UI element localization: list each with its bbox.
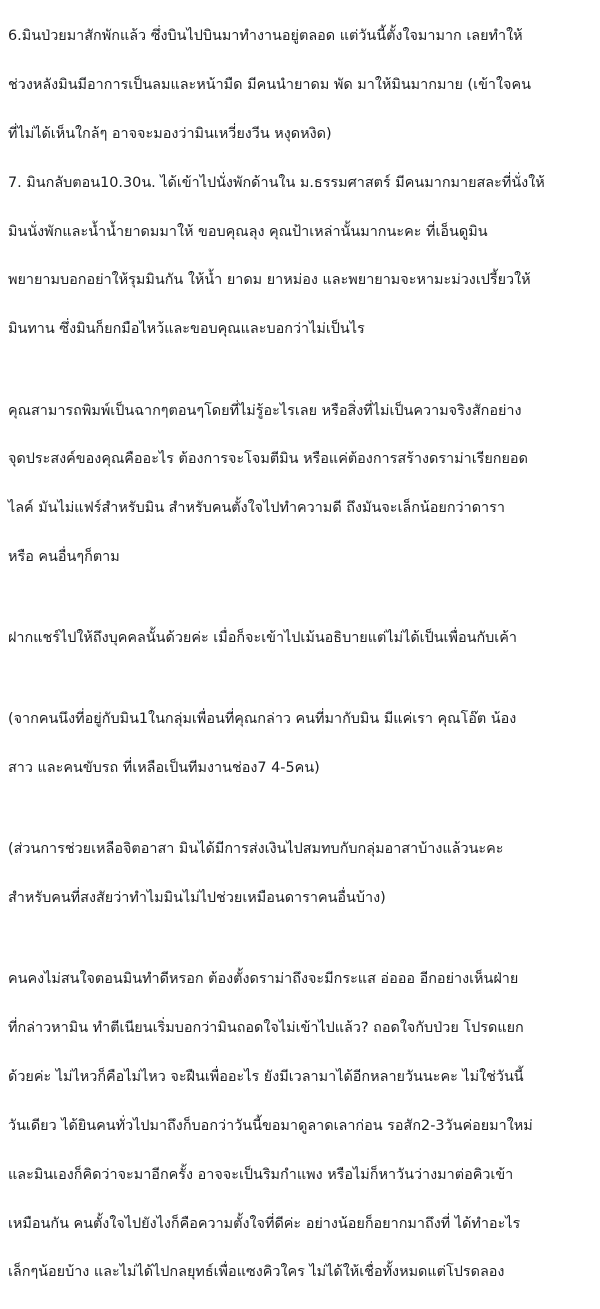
text-line: หรือ คนอื่นๆก็ตาม [8, 548, 120, 565]
text-line: (จากคนนึงที่อยู่กับมิน1ในกลุ่มเพื่อนที่คุณกล่าว คนที่มากับมิน มีแค่เรา คุณโอ๊ต น้อง [8, 711, 517, 728]
post-paragraph [8, 683, 600, 805]
text-line: ฝากแชร์ไปให้ถึงบุคคลนั้นด้วยค่ะ เมื่อก็จะเข้าไปเม้นอธิบายแต่ไม่ได้เป็นเพื่อนกับเค้า [8, 630, 517, 647]
text-line: วันเดียว ได้ยินคนทั่วไปมาถึงก็บอกว่าวันนี้ขอมาดูลาดเลาก่อน รอสัก2-3วันค่อยมาใหม่ [8, 1117, 533, 1134]
text-line: คนคงไม่สนใจตอนมินทำดีหรอก ต้องตั้งดราม่าถึงจะมีกระแส อ่อออ อีกอย่างเห็นฝ่าย [8, 971, 519, 988]
post-paragraph [8, 813, 600, 935]
text-line: 6.มินป่วยมาสักพักแล้ว ซึ่งบินไปบินมาทำงานอยู่ตลอด แต่วันนี้ตั้งใจมามาก เลยทำให้ [8, 28, 523, 45]
text-line: สาว และคนขับรถ ที่เหลือเป็นทีมงานช่อง7 4-5คน) [8, 760, 320, 777]
text-line: ช่วงหลังมินมีอาการเป็นลมและหน้ามืด มีคนนำยาดม พัด มาให้มินมากมาย (เข้าใจคน [8, 77, 531, 94]
text-line: มินทาน ซึ่งมินก็ยกมือไหว้และขอบคุณและบอกว่าไม่เป็นไร [8, 321, 365, 338]
text-line: จุดประสงค์ของคุณคืออะไร ต้องการจะโจมตีมิน หรือแค่ต้องการสร้างดราม่าเรียกยอด [8, 451, 528, 468]
text-line: 7. มินกลับตอน10.30น. ได้เข้าไปนั่งพักด้านใน ม.ธรรมศาสตร์ มีคนมากมายสละที่นั่งให้ [8, 174, 545, 191]
text-line: คุณสามารถพิมพ์เป็นฉากๆตอนๆโดยที่ไม่รู้อะไรเลย หรือสิ่งที่ไม่เป็นความจริงสักอย่าง [8, 402, 522, 419]
text-line: ด้วยค่ะ ไม่ไหวก็คือไม่ไหว จะฝืนเพื่ออะไร ยังมีเวลามาได้อีกหลายวันนะคะ ไม่ใช่วันนี้ [8, 1069, 524, 1086]
text-line: (ส่วนการช่วยเหลือจิตอาสา มินได้มีการส่งเงินไปสมทบกับกลุ่มอาสาบ้างแล้วนะคะ [8, 841, 504, 858]
text-line: สำหรับคนที่สงสัยว่าทำไมมินไม่ไปช่วยเหมือนดาราคนอื่นบ้าง) [8, 890, 386, 907]
text-line: เล็กๆน้อยบ้าง และไม่ได้ไปกลยุทธ์เพื่อแซงคิวใคร ไม่ได้ให้เชื่อทั้งหมดแต่โปรดลอง [8, 1264, 505, 1281]
post-paragraph [8, 943, 600, 1309]
text-line: และมินเองก็คิดว่าจะมาอีกครั้ง อาจจะเป็นริมกำแพง หรือไม่ก็หาวันว่างมาต่อคิวเข้า [8, 1166, 514, 1183]
post-paragraph [8, 374, 600, 594]
post-paragraph [8, 602, 600, 675]
post-paragraph [8, 0, 600, 366]
text-line: ที่กล่าวหามิน ทำตีเนียนเริ่มบอกว่ามินถอดใจไม่เข้าไปแล้ว? ถอดใจกับป่วย โปรดแยก [8, 1020, 524, 1037]
text-line: ไลค์ มันไม่แฟร์สำหรับมิน สำหรับคนตั้งใจไปทำความดี ถึงมันจะเล็กน้อยกว่าดารา [8, 500, 505, 517]
text-line: เหมือนกัน คนตั้งใจไปยังไงก็คือความตั้งใจที่ดีค่ะ อย่างน้อยก็อยากมาถึงที่ ได้ทำอะไร [8, 1215, 521, 1232]
text-line: มินนั่งพักและน้ำน้ำยาดมมาให้ ขอบคุณลุง คุณป้าเหล่านั้นมากนะคะ ที่เอ็นดูมิน [8, 223, 488, 240]
text-line: พยายามบอกอย่าให้รุมมินกัน ให้น้ำ ยาดม ยาหม่อง และพยายามจะหามะม่วงเปรี้ยวให้ [8, 272, 531, 289]
text-line: ที่ไม่ได้เห็นใกล้ๆ อาจจะมองว่ามินเหวี่ยงวีน หงุดหงิด) [8, 126, 332, 143]
